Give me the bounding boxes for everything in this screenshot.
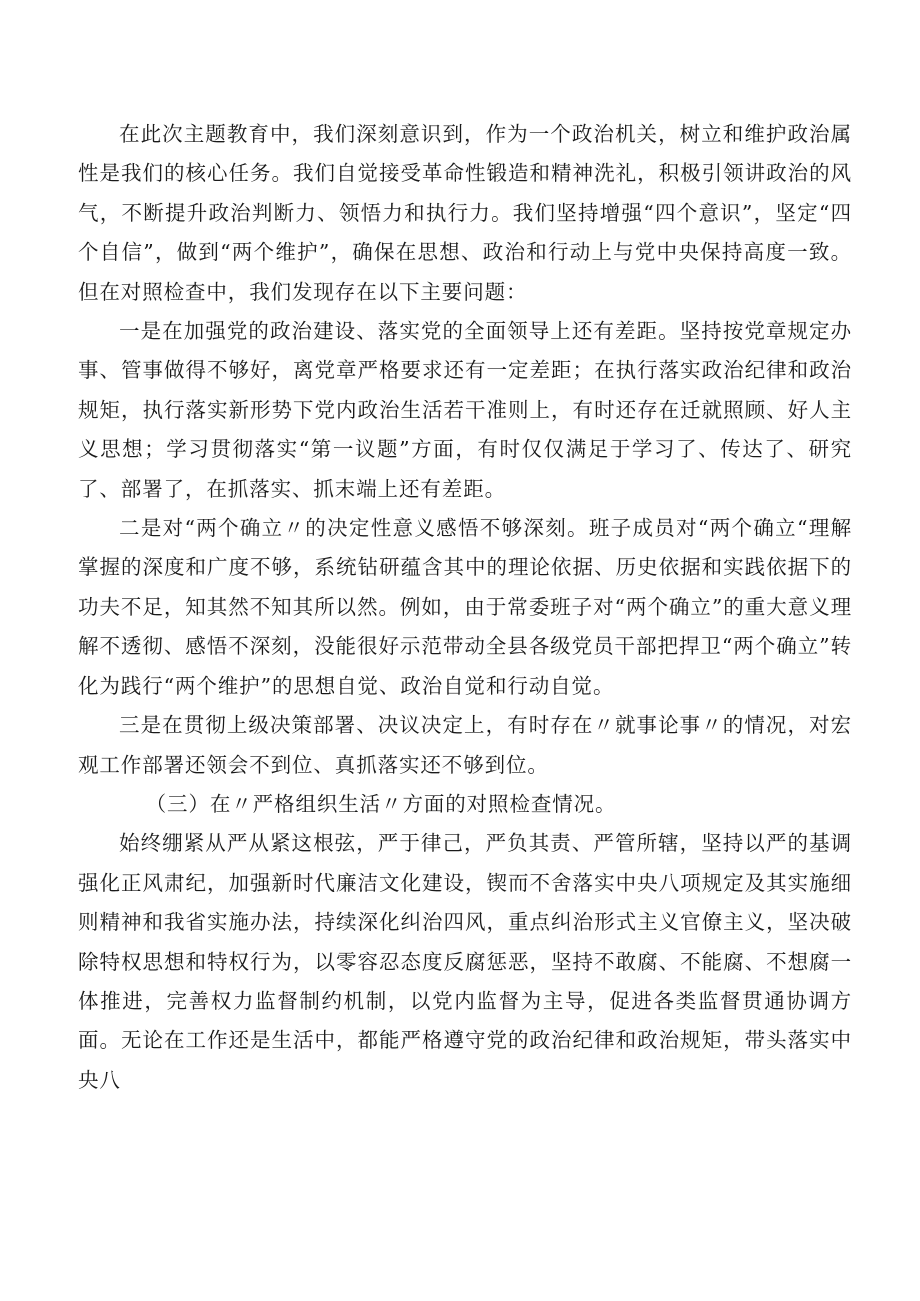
paragraph-strict-discipline: 始终绷紧从严从紧这根弦，严于律己，严负其责、严管所辖，坚持以严的基调强化正风肃纪，加强新时代廉洁文化建设，锲而不舍落实中央八项规定及其实施细则精神和我省实施办法，持续深化纠治四风，重点纠治形式主义官僚主义，坚决破除特权思想和特权行为，以零容忍态度反腐惩恶，坚持不敢腐、不能腐、不想腐一体推进，完善权力监督制约机制，以党内监督为主导，促进各类监督贯通协调方面。无论在工作还是生活中，都能严格遵守党的政治纪律和政治规矩，带头落实中央八	[78, 831, 852, 1092]
section-heading-organization-life: （三）在〃严格组织生活〃方面的对照检查情况。	[145, 791, 617, 816]
document-body	[78, 115, 852, 1100]
paragraph-problem-three: 三是在贯彻上级决策部署、决议决定上，有时存在〃就事论事〃的情况，对宏观工作部署还领会不到位、真抓落实还不够到位。	[78, 713, 852, 777]
paragraph-problem-two: 二是对“两个确立〃的决定性意义感悟不够深刻。班子成员对“两个确立“理解掌握的深度和广度不够，系统钻研蕴含其中的理论依据、历史依据和实践依据下的功夫不足，知其然不知其所以然。例如，由于常委班子对“两个确立”的重大意义理解不透彻、感悟不深刻，没能很好示范带动全县各级党员干部把捍卫“两个确立”转化为践行“两个维护”的思想自觉、政治自觉和行动自觉。	[78, 516, 852, 698]
paragraph-problem-one: 一是在加强党的政治建设、落实党的全面领导上还有差距。坚持按党章规定办事、管事做得不够好，离党章严格要求还有一定差距；在执行落实政治纪律和政治规矩，执行落实新形势下党内政治生活若干准则上，有时还存在迁就照顾、好人主义思想；学习贯彻落实“第一议题”方面，有时仅仅满足于学习了、传达了、研究了、部署了，在抓落实、抓末端上还有差距。	[78, 319, 852, 501]
paragraph-intro: 在此次主题教育中，我们深刻意识到，作为一个政治机关，树立和维护政治属性是我们的核心任务。我们自觉接受革命性锻造和精神洗礼，积极引领讲政治的风气，不断提升政治判断力、领悟力和执行力。我们坚持增强“四个意识”，坚定“四个自信”，做到“两个维护”，确保在思想、政治和行动上与党中央保持高度一致。但在对照检查中，我们发现存在以下主要问题：	[78, 122, 852, 304]
